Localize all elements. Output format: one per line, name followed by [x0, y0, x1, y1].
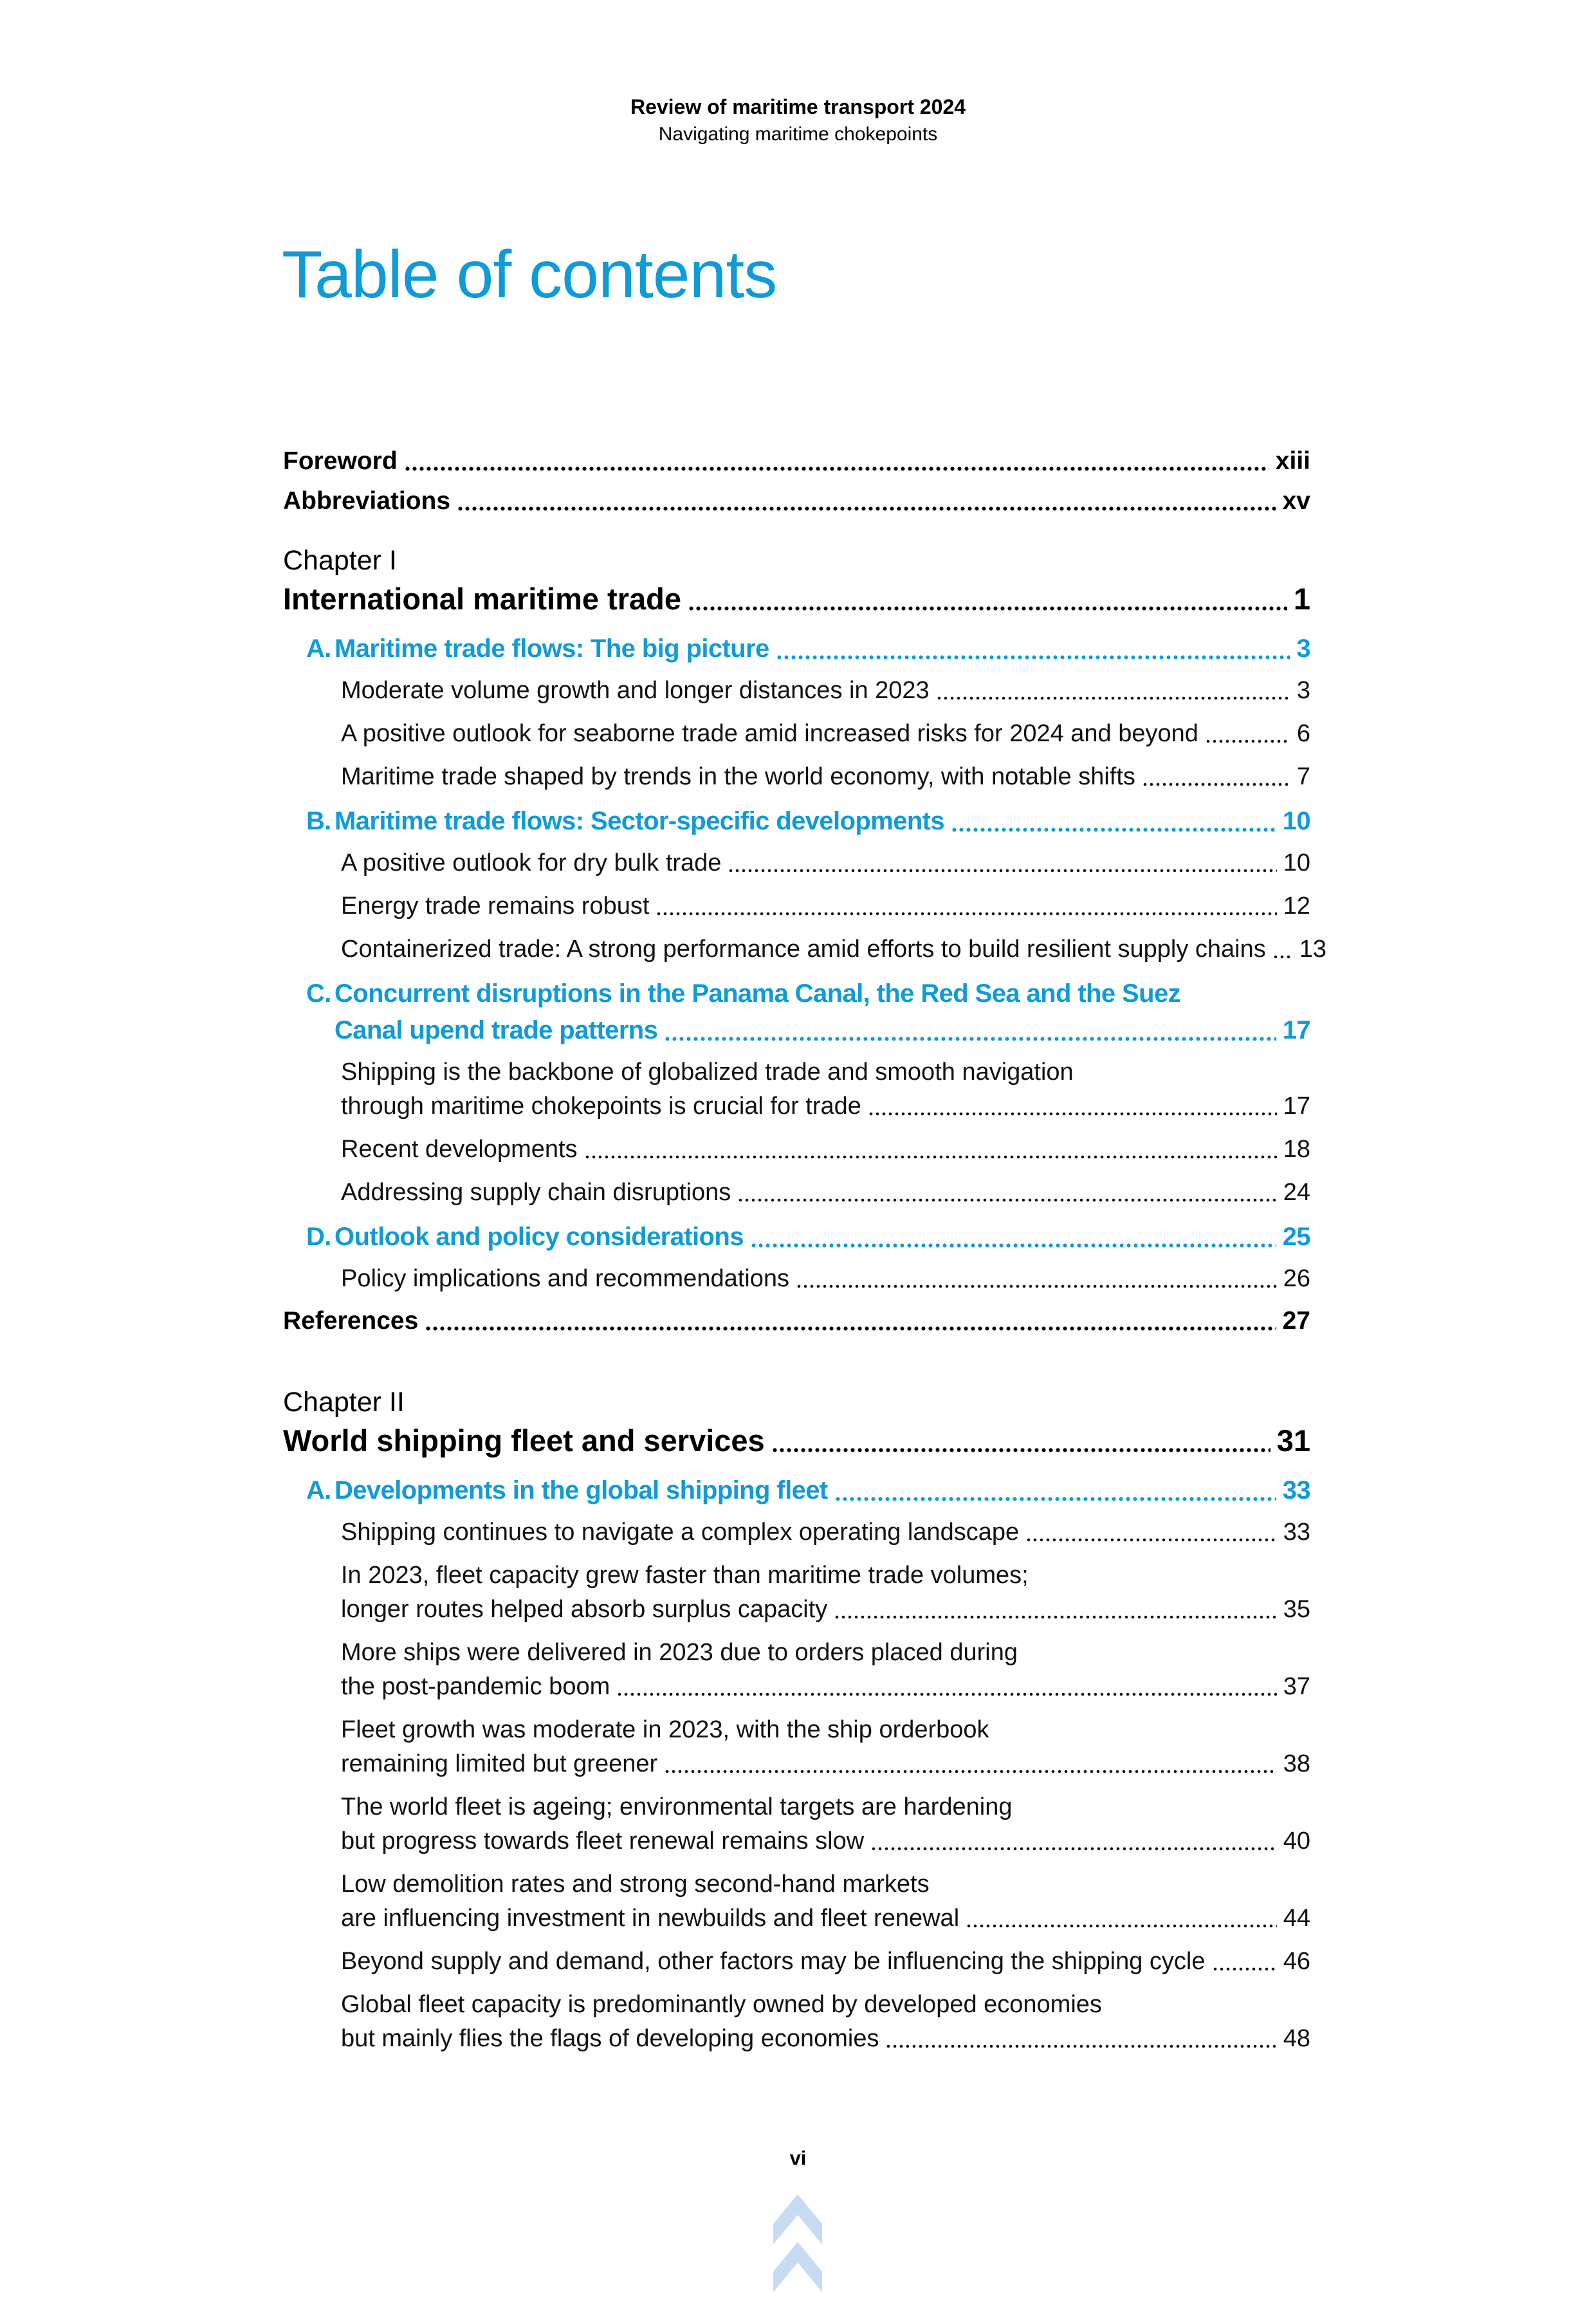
toc-entry-text: Addressing supply chain disruptions: [341, 1179, 731, 1206]
toc-page-number: 25: [1282, 1223, 1310, 1251]
toc-entry-text: through maritime chokepoints is crucial for trade: [341, 1093, 861, 1120]
toc-entry-text: World shipping fleet and services: [283, 1423, 765, 1458]
toc-entry-text: longer routes helped absorb surplus capacity: [341, 1596, 828, 1623]
toc-page-number: 35: [1283, 1596, 1310, 1623]
toc-page-number: 1: [1293, 582, 1310, 616]
toc-entry-section[interactable]: [306, 976, 1310, 1049]
toc-entry-text: Outlook and policy considerations: [335, 1223, 744, 1251]
toc-entry-text: are influencing investment in newbuilds and fleet renewal: [341, 1905, 960, 1932]
toc-entry-text: More ships were delivered in 2023 due to orders placed during: [341, 1639, 1018, 1666]
toc-entry-text: Moderate volume growth and longer distances in 2023: [341, 677, 930, 704]
toc-entry-text: The world fleet is ageing; environmental targets are hardening: [341, 1793, 1013, 1820]
chevron-up-logo: [773, 2194, 822, 2323]
toc-entry-sub[interactable]: [341, 932, 1327, 967]
toc-entry-sub[interactable]: [341, 889, 1310, 923]
toc-entry-text: Low demolition rates and strong second-hand markets: [341, 1871, 930, 1898]
toc-entry-text: Foreword: [283, 447, 398, 475]
toc-list: [283, 445, 1327, 2065]
section-letter: A.: [306, 1476, 331, 1504]
toc-page-number: 37: [1283, 1673, 1310, 1700]
toc-page-number: 33: [1282, 1476, 1310, 1504]
toc-entry-text: Shipping is the backbone of globalized trade and smooth navigation: [341, 1059, 1074, 1086]
toc-entry-text: Maritime trade flows: Sector-specific developments: [335, 807, 945, 835]
toc-entry-section[interactable]: [306, 803, 1310, 840]
toc-page-number: 13: [1299, 936, 1327, 963]
toc-page-number: 12: [1283, 893, 1310, 920]
toc-entry-sub[interactable]: [341, 674, 1310, 708]
toc-entry-text: Fleet growth was moderate in 2023, with the ship orderbook: [341, 1716, 989, 1743]
toc-entry-sub[interactable]: [341, 717, 1310, 751]
section-letter: B.: [306, 807, 331, 835]
section-letter: D.: [306, 1223, 331, 1251]
section-body: [335, 1472, 1310, 1509]
section-body: [335, 976, 1310, 1049]
report-title: Review of maritime transport 2024: [630, 95, 966, 118]
toc-entry-sub[interactable]: [341, 1867, 1310, 1936]
page-title: Table of contents: [282, 237, 777, 312]
toc-page-number: 18: [1283, 1136, 1310, 1163]
toc-entry-text: but mainly flies the flags of developing economies: [341, 2025, 879, 2052]
toc-entry-chapter: [283, 579, 1310, 619]
toc-entry-sub[interactable]: [341, 1988, 1310, 2056]
toc-entry-text: Abbreviations: [283, 487, 451, 515]
toc-page-number: 27: [1282, 1307, 1310, 1335]
toc-entry-sub[interactable]: [341, 1133, 1310, 1167]
toc-page-number: 3: [1296, 677, 1310, 704]
toc-entry-front[interactable]: [283, 445, 1310, 477]
toc-entry-text: but progress towards fleet renewal remains slow: [341, 1828, 865, 1855]
toc-page-number: 48: [1283, 2025, 1310, 2052]
toc-page-number: xv: [1282, 487, 1310, 515]
toc-entry-text: A positive outlook for seaborne trade amid increased risks for 2024 and beyond: [341, 720, 1198, 747]
toc-entry-text: References: [283, 1307, 419, 1335]
section-body: [335, 803, 1310, 840]
toc-entry-text: Maritime trade flows: The big picture: [335, 634, 769, 663]
toc-entry-sub[interactable]: [341, 846, 1310, 880]
toc-entry-front[interactable]: [283, 1305, 1310, 1337]
toc-page-number: 33: [1283, 1519, 1310, 1546]
toc-page-number: 46: [1283, 1948, 1310, 1975]
section-letter: C.: [306, 979, 331, 1008]
report-subtitle: Navigating maritime chokepoints: [658, 124, 938, 145]
toc-entry-text: Shipping continues to navigate a complex operating landscape: [341, 1519, 1020, 1546]
toc-entry-text: Energy trade remains robust: [341, 893, 650, 920]
toc-entry-section[interactable]: [306, 1472, 1310, 1509]
toc-entry-sub[interactable]: [341, 760, 1310, 794]
toc-entry-text: Canal upend trade patterns: [335, 1016, 658, 1044]
toc-page-number: 7: [1296, 763, 1310, 790]
toc-entry-sub[interactable]: [341, 1559, 1310, 1627]
section-letter: A.: [306, 634, 331, 663]
toc-page-number: 17: [1283, 1093, 1310, 1120]
toc-page-number: 26: [1283, 1265, 1310, 1292]
toc-entry-text: Maritime trade shaped by trends in the world economy, with notable shifts: [341, 763, 1135, 790]
toc-page-number: 3: [1296, 634, 1310, 663]
toc-entry-section[interactable]: [306, 1219, 1310, 1255]
toc-entry-text: the post-pandemic boom: [341, 1673, 610, 1700]
folio-page-number: vi: [789, 2147, 807, 2169]
toc-entry-sub[interactable]: [341, 1945, 1310, 1979]
toc-entry-text: International maritime trade: [283, 582, 681, 616]
toc-entry-text: Global fleet capacity is predominantly owned by developed economies: [341, 1991, 1102, 2018]
chapter-label: Chapter II: [283, 1387, 405, 1418]
page-header: [0, 94, 1596, 147]
toc-entry-sub[interactable]: [341, 1636, 1310, 1704]
toc-page-number: 10: [1282, 807, 1310, 835]
toc-page-number: xiii: [1275, 447, 1310, 475]
toc-entry-text: Developments in the global shipping fleet: [335, 1476, 828, 1504]
toc-page-number: 31: [1276, 1423, 1310, 1458]
toc-entry-sub[interactable]: [341, 1055, 1310, 1124]
toc-chapter-block[interactable]: [283, 542, 1310, 619]
toc-entry-section[interactable]: [306, 631, 1310, 667]
toc-entry-text: Containerized trade: A strong performance amid efforts to build resilient supply chains: [341, 936, 1266, 963]
toc-entry-text: Concurrent disruptions in the Panama Canal, the Red Sea and the Suez: [335, 979, 1181, 1008]
toc-entry-text: In 2023, fleet capacity grew faster than maritime trade volumes;: [341, 1562, 1029, 1589]
toc-entry-text: Recent developments: [341, 1136, 578, 1163]
toc-page-number: 24: [1283, 1179, 1310, 1206]
section-body: [335, 1219, 1310, 1255]
toc-page-number: 6: [1296, 720, 1310, 747]
toc-entry-text: Policy implications and recommendations: [341, 1265, 789, 1292]
toc-chapter-block[interactable]: [283, 1384, 1310, 1461]
toc-entry-sub[interactable]: [341, 1713, 1310, 1781]
toc-entry-sub[interactable]: [341, 1262, 1310, 1296]
toc-entry-front[interactable]: [283, 485, 1310, 517]
toc-entry-text: Beyond supply and demand, other factors may be influencing the shipping cycle: [341, 1948, 1206, 1975]
toc-page-number: 44: [1283, 1905, 1310, 1932]
toc-entry-sub[interactable]: [341, 1515, 1310, 1550]
section-body: [335, 631, 1310, 667]
toc-entry-text: A positive outlook for dry bulk trade: [341, 849, 722, 876]
toc-page-number: 40: [1283, 1828, 1310, 1855]
toc-page-number: 10: [1283, 849, 1310, 876]
toc-entry-sub[interactable]: [341, 1790, 1310, 1858]
toc-entry-sub[interactable]: [341, 1176, 1310, 1210]
toc-entry-chapter: [283, 1421, 1310, 1461]
chapter-label: Chapter I: [283, 545, 397, 576]
toc-entry-text: remaining limited but greener: [341, 1750, 658, 1777]
toc-page-number: 38: [1283, 1750, 1310, 1777]
toc-page-number: 17: [1282, 1016, 1310, 1044]
